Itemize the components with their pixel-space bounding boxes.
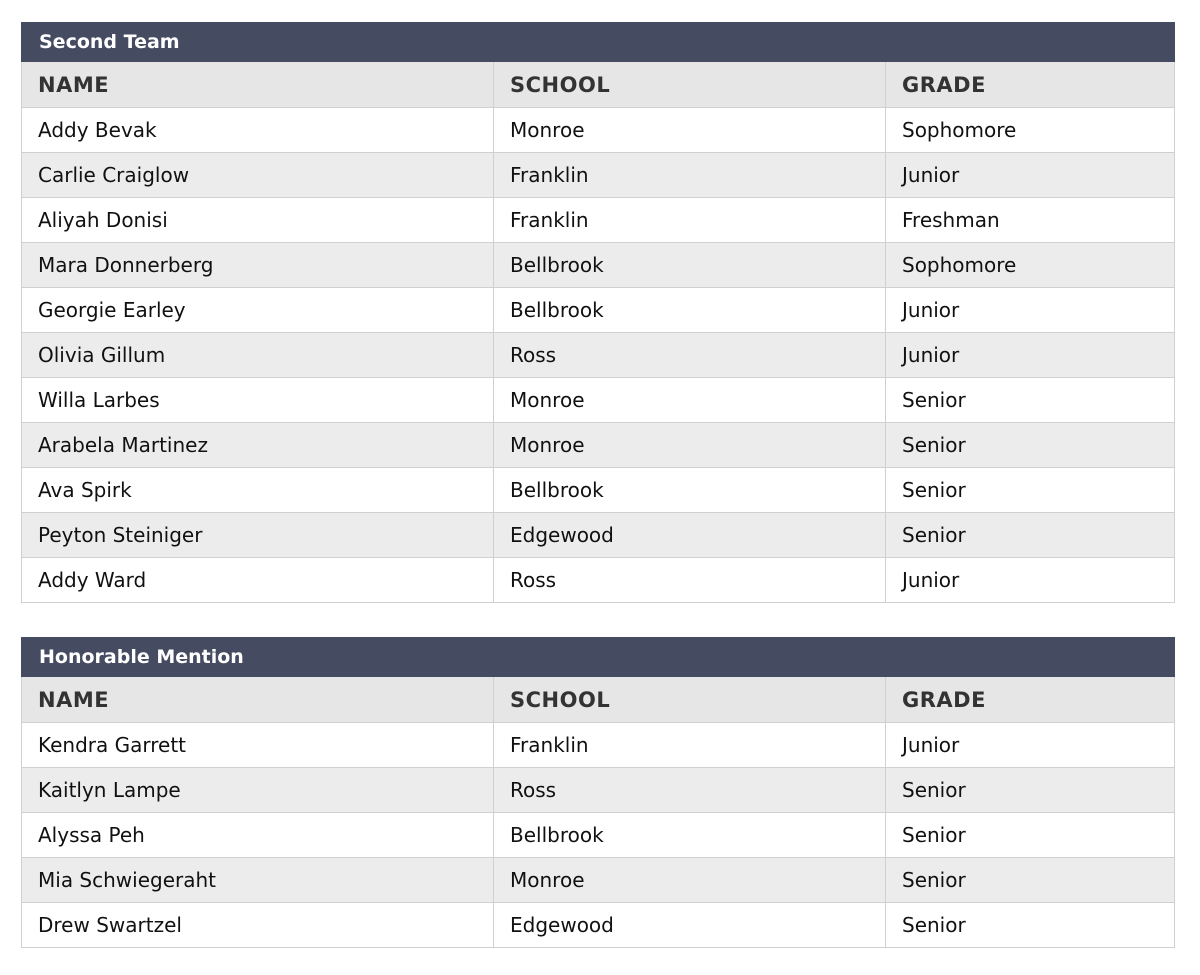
table-row (22, 243, 1175, 288)
table-row (22, 108, 1175, 153)
player-school: Franklin (494, 723, 886, 768)
player-school: Monroe (494, 423, 886, 468)
table-row (22, 858, 1175, 903)
player-name: Arabela Martinez (22, 423, 494, 468)
column-header-name: NAME (22, 677, 494, 723)
table-row (22, 768, 1175, 813)
second-team-table (21, 22, 1175, 603)
player-grade: Junior (886, 153, 1175, 198)
player-name: Alyssa Peh (22, 813, 494, 858)
player-school: Franklin (494, 198, 886, 243)
player-grade: Senior (886, 813, 1175, 858)
player-school: Franklin (494, 153, 886, 198)
column-header-school: SCHOOL (494, 677, 886, 723)
player-school: Bellbrook (494, 468, 886, 513)
column-header-grade: GRADE (886, 677, 1175, 723)
player-school: Edgewood (494, 513, 886, 558)
player-grade: Senior (886, 513, 1175, 558)
column-header-name: NAME (22, 62, 494, 108)
player-school: Monroe (494, 378, 886, 423)
honorable-mention-title: Honorable Mention (22, 638, 1175, 677)
player-name: Addy Ward (22, 558, 494, 603)
player-grade: Senior (886, 858, 1175, 903)
player-name: Mara Donnerberg (22, 243, 494, 288)
table-row (22, 813, 1175, 858)
table-row (22, 468, 1175, 513)
table-row (22, 333, 1175, 378)
player-school: Ross (494, 558, 886, 603)
player-grade: Senior (886, 423, 1175, 468)
player-name: Georgie Earley (22, 288, 494, 333)
player-school: Bellbrook (494, 243, 886, 288)
player-name: Carlie Craiglow (22, 153, 494, 198)
player-name: Drew Swartzel (22, 903, 494, 948)
table-row (22, 513, 1175, 558)
player-grade: Junior (886, 558, 1175, 603)
player-grade: Junior (886, 333, 1175, 378)
table-row (22, 288, 1175, 333)
player-grade: Sophomore (886, 243, 1175, 288)
player-grade: Freshman (886, 198, 1175, 243)
player-name: Kaitlyn Lampe (22, 768, 494, 813)
table-row (22, 903, 1175, 948)
player-name: Ava Spirk (22, 468, 494, 513)
column-header-grade: GRADE (886, 62, 1175, 108)
player-school: Bellbrook (494, 813, 886, 858)
table-row (22, 378, 1175, 423)
player-name: Addy Bevak (22, 108, 494, 153)
player-name: Olivia Gillum (22, 333, 494, 378)
player-school: Edgewood (494, 903, 886, 948)
table-row (22, 198, 1175, 243)
player-grade: Sophomore (886, 108, 1175, 153)
player-grade: Senior (886, 768, 1175, 813)
player-school: Ross (494, 768, 886, 813)
player-school: Monroe (494, 858, 886, 903)
player-school: Monroe (494, 108, 886, 153)
player-school: Bellbrook (494, 288, 886, 333)
player-name: Peyton Steiniger (22, 513, 494, 558)
player-grade: Senior (886, 903, 1175, 948)
table-row (22, 153, 1175, 198)
player-grade: Senior (886, 468, 1175, 513)
player-name: Aliyah Donisi (22, 198, 494, 243)
column-header-school: SCHOOL (494, 62, 886, 108)
honorable-mention-header-row (22, 677, 1175, 723)
second-team-header-row (22, 62, 1175, 108)
player-name: Willa Larbes (22, 378, 494, 423)
player-grade: Senior (886, 378, 1175, 423)
player-name: Kendra Garrett (22, 723, 494, 768)
player-grade: Junior (886, 723, 1175, 768)
player-school: Ross (494, 333, 886, 378)
honorable-mention-table (21, 637, 1175, 948)
second-team-title: Second Team (22, 23, 1175, 62)
table-row (22, 723, 1175, 768)
table-row (22, 423, 1175, 468)
player-grade: Junior (886, 288, 1175, 333)
player-name: Mia Schwiegeraht (22, 858, 494, 903)
table-row (22, 558, 1175, 603)
